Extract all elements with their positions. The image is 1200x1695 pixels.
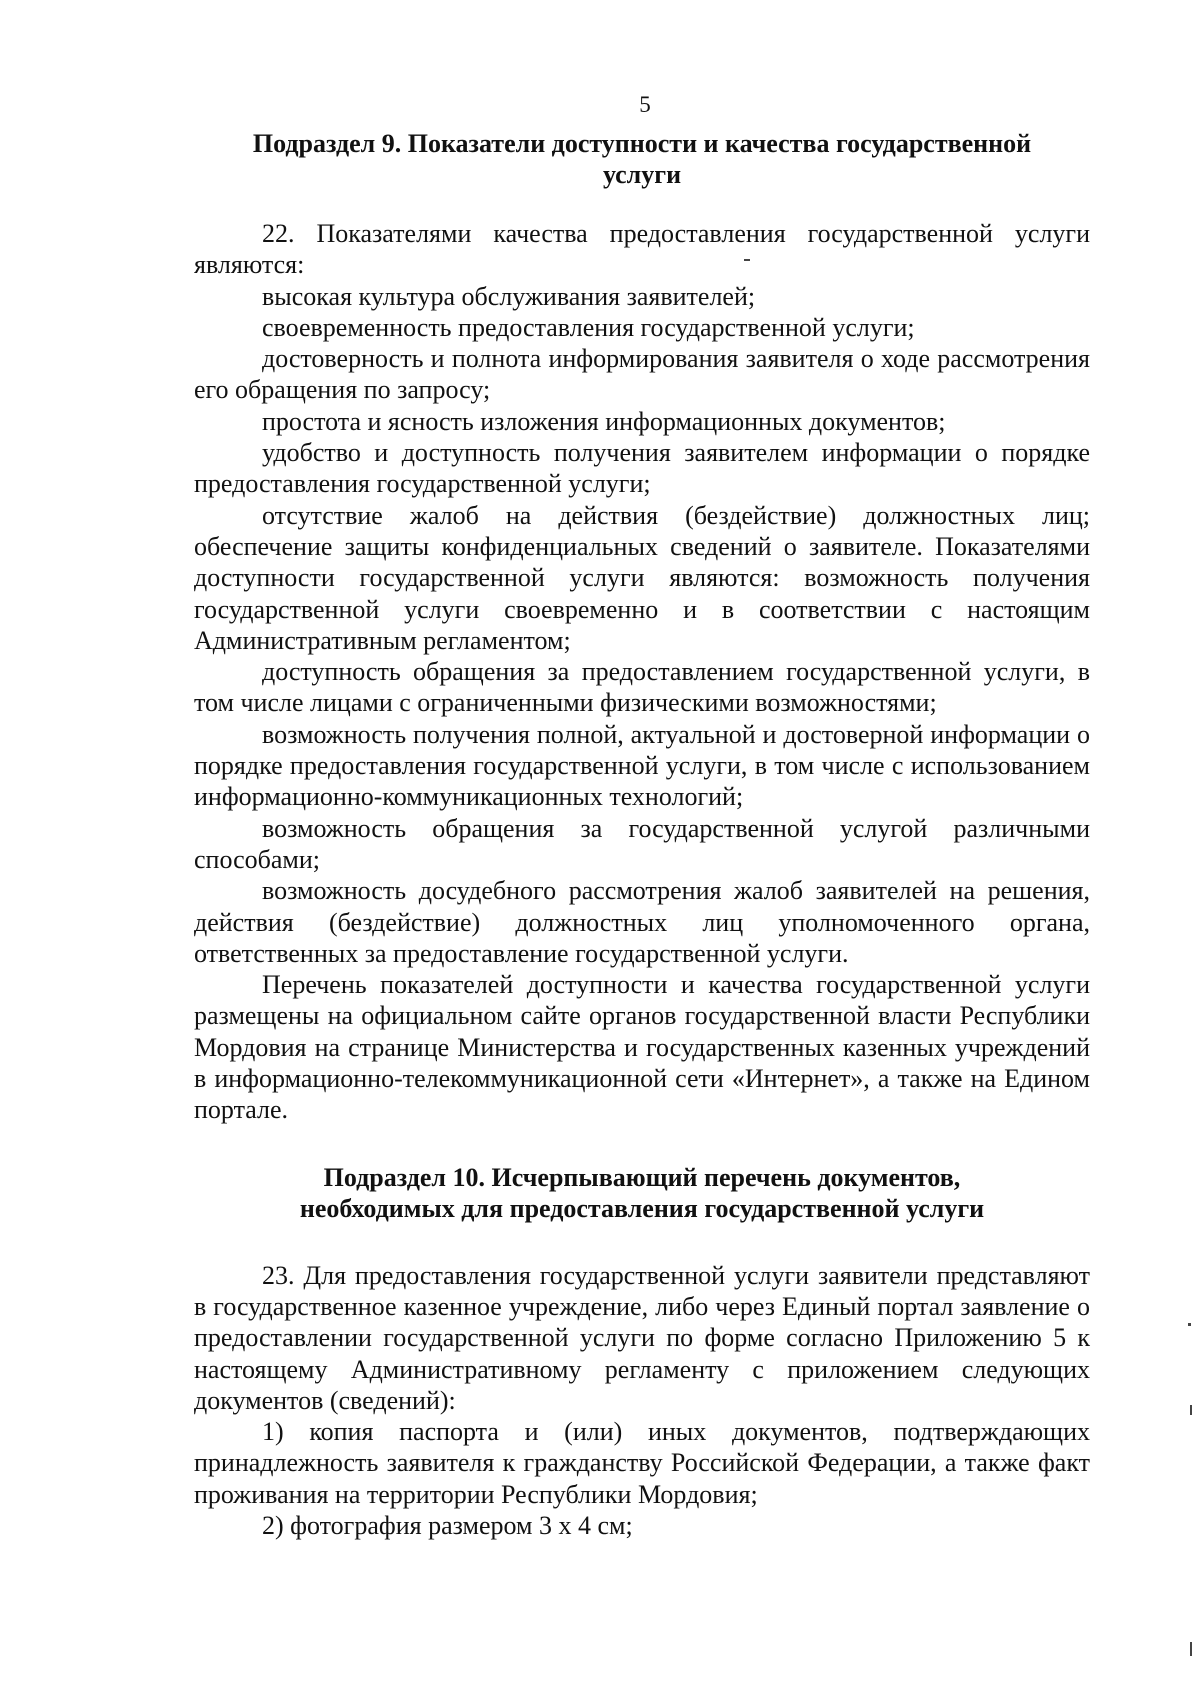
scan-artifact [1190, 1642, 1192, 1656]
subsection-9-heading [194, 128, 1090, 190]
paragraph: 23. Для предоставления государственной услуги заявители представляют в государственное казенное учреждение, либо через Единый портал заявление о предоставлении государственной услуги по форме согласно Приложению 5 к настоящему Административному регламенту с приложением следующих документов (сведений): [194, 1260, 1090, 1415]
subsection-9-heading-line1: Подраздел 9. Показатели доступности и качества государственной [252, 129, 1032, 158]
subsection-10-heading-line2: необходимых для предоставления государственной услуги [299, 1193, 985, 1223]
paragraph: отсутствие жалоб на действия (бездействие) должностных лиц; обеспечение защиты конфиденциальных сведений о заявителе. Показателями доступности государственной услуги являются: возможность получения государственной услуги своевременно и в соответствии с настоящим Административным регламентом; [194, 500, 1090, 655]
scan-artifact [1190, 1405, 1192, 1415]
subsection-10-heading [194, 1162, 1090, 1224]
paragraph: своевременность предоставления государственной услуги; [262, 312, 915, 342]
paragraph: удобство и доступность получения заявителем информации о порядке предоставления государственной услуги; [194, 438, 1090, 499]
scan-artifact [1188, 1323, 1191, 1326]
paragraph: 1) копия паспорта и (или) иных документов, подтверждающих принадлежность заявителя к гражданству Российской Федерации, а также факт проживания на территории Республики Мордовия; [194, 1417, 1090, 1509]
paragraph: 2) фотография размером 3 х 4 см; [262, 1510, 633, 1540]
paragraph: возможность получения полной, актуальной и достоверной информации о порядке предоставления государственной услуги, в том числе с использованием информационно-коммуникационных технологий; [194, 719, 1090, 812]
paragraph: достоверность и полнота информирования заявителя о ходе рассмотрения его обращения по запросу; [194, 344, 1090, 405]
paragraph: возможность досудебного рассмотрения жалоб заявителей на решения, действия (бездействие) должностных лиц уполномоченного органа, ответственных за предоставление государственной услуги. [194, 876, 1090, 968]
subsection-10-heading-line1: Подраздел 10. Исчерпывающий перечень документов, [323, 1162, 961, 1192]
scan-artifact [744, 259, 750, 261]
document-body [194, 128, 1090, 1541]
paragraph: доступность обращения за предоставлением государственной услуги, в том числе лицами с ограниченными физическими возможностями; [194, 657, 1090, 718]
paragraph: возможность обращения за государственной услугой различными способами; [194, 813, 1090, 874]
paragraph: 22. Показателями качества предоставления государственной услуги являются: [194, 219, 1090, 280]
paragraph: простота и ясность изложения информационных документов; [262, 406, 946, 436]
paragraph: Перечень показателей доступности и качества государственной услуги размещены на официальном сайте органов государственной власти Республики Мордовия на странице Министерства и государственных казенных учреждений в информационно-телекоммуникационной сети «Интернет», а также на Едином портале. [194, 970, 1090, 1125]
paragraph: высокая культура обслуживания заявителей; [262, 281, 756, 311]
page-number: 5 [639, 92, 651, 117]
subsection-9-heading-line2: услуги [602, 160, 682, 189]
